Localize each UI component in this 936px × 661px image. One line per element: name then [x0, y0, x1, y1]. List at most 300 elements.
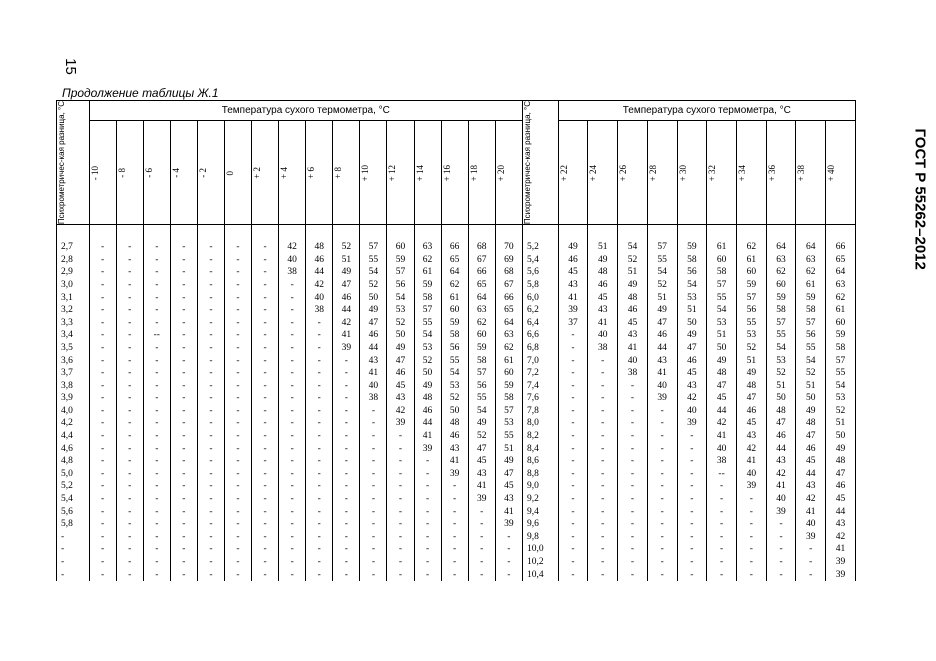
humidity-cell: 60: [468, 329, 495, 342]
humidity-cell: -: [252, 493, 279, 506]
humidity-cell: 39: [387, 417, 414, 430]
humidity-cell: -: [414, 569, 441, 582]
humidity-cell: -: [495, 556, 522, 569]
humidity-cell: 59: [387, 254, 414, 267]
humidity-cell: -: [170, 531, 197, 544]
humidity-cell: -: [224, 468, 251, 481]
humidity-cell: -: [333, 392, 360, 405]
humidity-cell: 46: [736, 405, 766, 418]
humidity-cell: -: [736, 493, 766, 506]
humidity-cell: 38: [588, 342, 618, 355]
humidity-cell: 49: [468, 417, 495, 430]
humidity-cell: -: [170, 355, 197, 368]
humidity-cell: 43: [796, 480, 826, 493]
humidity-cell: 56: [796, 329, 826, 342]
humidity-cell: -: [387, 455, 414, 468]
humidity-cell: -: [333, 506, 360, 519]
humidity-cell: -: [387, 506, 414, 519]
temperature-column-header: - 10: [89, 121, 116, 225]
humidity-cell: -: [89, 543, 116, 556]
humidity-cell: -: [360, 543, 387, 556]
humidity-cell: -: [588, 392, 618, 405]
humidity-cell: 46: [306, 254, 333, 267]
humidity-cell: -: [224, 455, 251, 468]
humidity-cell: 42: [707, 417, 737, 430]
humidity-cell: -: [306, 480, 333, 493]
humidity-cell: 63: [495, 329, 522, 342]
humidity-cell: -: [495, 569, 522, 582]
humidity-cell: 62: [495, 342, 522, 355]
table-row: [57, 455, 856, 468]
humidity-cell: 65: [468, 279, 495, 292]
humidity-cell: 47: [826, 468, 856, 481]
humidity-cell: 48: [736, 380, 766, 393]
temperature-column-header: + 26: [618, 121, 648, 225]
humidity-cell: -: [143, 317, 170, 330]
humidity-cell: 60: [766, 279, 796, 292]
humidity-cell: 45: [707, 392, 737, 405]
humidity-cell: -: [252, 468, 279, 481]
humidity-cell: 51: [618, 266, 648, 279]
humidity-cell: -: [197, 518, 224, 531]
humidity-cell: -: [306, 455, 333, 468]
humidity-cell: -: [89, 329, 116, 342]
humidity-cell: 48: [826, 455, 856, 468]
humidity-cell: -: [306, 317, 333, 330]
humidity-cell: 54: [618, 241, 648, 254]
humidity-cell: -: [796, 543, 826, 556]
row-label-cell: 3,0: [57, 279, 90, 292]
humidity-cell: 43: [558, 279, 588, 292]
humidity-cell: 39: [736, 480, 766, 493]
humidity-cell: -: [495, 543, 522, 556]
humidity-cell: -: [647, 405, 677, 418]
humidity-cell: 40: [306, 292, 333, 305]
humidity-cell: 42: [306, 279, 333, 292]
document-designation: ГОСТ Р 55262–2012: [911, 128, 929, 270]
humidity-cell: -: [224, 392, 251, 405]
humidity-cell: 48: [707, 367, 737, 380]
humidity-cell: -: [707, 556, 737, 569]
humidity-cell: -: [224, 279, 251, 292]
humidity-cell: 57: [826, 355, 856, 368]
humidity-cell: -: [441, 480, 468, 493]
row-label-cell: 3,9: [57, 392, 90, 405]
humidity-cell: 37: [558, 317, 588, 330]
humidity-cell: 50: [677, 317, 707, 330]
humidity-cell: -: [360, 493, 387, 506]
humidity-cell: -: [441, 518, 468, 531]
humidity-cell: 53: [677, 292, 707, 305]
row-label-cell: 3,1: [57, 292, 90, 305]
humidity-cell: -: [197, 317, 224, 330]
humidity-cell: -: [170, 329, 197, 342]
humidity-cell: -: [252, 531, 279, 544]
humidity-cell: 49: [677, 329, 707, 342]
temperature-column-header: + 6: [306, 121, 333, 225]
row-label-cell: 8,8: [523, 468, 559, 481]
humidity-cell: 40: [618, 355, 648, 368]
humidity-cell: -: [143, 569, 170, 582]
humidity-cell: 48: [796, 417, 826, 430]
humidity-cell: -: [143, 380, 170, 393]
humidity-cell: -: [468, 506, 495, 519]
humidity-cell: 49: [736, 367, 766, 380]
humidity-cell: -: [197, 455, 224, 468]
humidity-cell: -: [197, 569, 224, 582]
humidity-cell: -: [647, 455, 677, 468]
humidity-cell: 49: [647, 304, 677, 317]
humidity-cell: -: [495, 531, 522, 544]
humidity-cell: -: [558, 367, 588, 380]
humidity-cell: -: [116, 392, 143, 405]
humidity-cell: 62: [796, 266, 826, 279]
row-label-cell: 5,4: [57, 493, 90, 506]
humidity-cell: -: [558, 569, 588, 582]
humidity-cell: -: [677, 493, 707, 506]
row-label-cell: 3,2: [57, 304, 90, 317]
row-label-cell: 2,9: [57, 266, 90, 279]
humidity-cell: 55: [468, 392, 495, 405]
humidity-cell: -: [170, 468, 197, 481]
humidity-cell: -: [89, 493, 116, 506]
humidity-cell: -: [170, 455, 197, 468]
humidity-cell: 59: [441, 317, 468, 330]
humidity-cell: -: [197, 367, 224, 380]
humidity-cell: -: [441, 543, 468, 556]
humidity-cell: 54: [647, 266, 677, 279]
humidity-cell: -: [736, 569, 766, 582]
humidity-cell: -: [441, 569, 468, 582]
humidity-cell: 65: [441, 254, 468, 267]
humidity-cell: 54: [441, 367, 468, 380]
table-row: [57, 430, 856, 443]
humidity-cell: 62: [736, 241, 766, 254]
humidity-cell: -: [306, 355, 333, 368]
humidity-cell: -: [279, 279, 306, 292]
humidity-cell: 38: [279, 266, 306, 279]
humidity-cell: -: [707, 506, 737, 519]
row-label-cell: 3,3: [57, 317, 90, 330]
humidity-cell: -: [252, 392, 279, 405]
humidity-cell: -: [143, 241, 170, 254]
humidity-cell: -: [224, 405, 251, 418]
humidity-cell: 41: [441, 455, 468, 468]
humidity-cell: 51: [677, 304, 707, 317]
row-label-cell: 5,0: [57, 468, 90, 481]
humidity-cell: -: [387, 443, 414, 456]
humidity-cell: -: [143, 468, 170, 481]
humidity-cell: -: [333, 543, 360, 556]
humidity-cell: -: [143, 355, 170, 368]
humidity-cell: 54: [766, 342, 796, 355]
humidity-cell: -: [618, 531, 648, 544]
humidity-cell: 46: [618, 304, 648, 317]
humidity-cell: -: [89, 355, 116, 368]
humidity-cell: -: [116, 531, 143, 544]
humidity-cell: 45: [677, 367, 707, 380]
humidity-cell: 54: [707, 304, 737, 317]
humidity-cell: 41: [558, 292, 588, 305]
temperature-column-header: + 4: [279, 121, 306, 225]
humidity-cell: 43: [468, 468, 495, 481]
humidity-cell: -: [116, 493, 143, 506]
table-row: [57, 518, 856, 531]
humidity-cell: 51: [333, 254, 360, 267]
humidity-cell: -: [143, 430, 170, 443]
humidity-cell: -: [279, 569, 306, 582]
table-row: [57, 329, 856, 342]
row-label-cell: 7,2: [523, 367, 559, 380]
humidity-cell: 39: [647, 392, 677, 405]
humidity-cell: 39: [677, 417, 707, 430]
humidity-cell: -: [89, 304, 116, 317]
row-label-cell: 3,4: [57, 329, 90, 342]
humidity-cell: 57: [387, 266, 414, 279]
humidity-cell: -: [224, 480, 251, 493]
humidity-cell: 52: [796, 367, 826, 380]
humidity-cell: 56: [441, 342, 468, 355]
humidity-cell: -: [252, 266, 279, 279]
humidity-cell: -: [279, 392, 306, 405]
humidity-cell: -: [116, 304, 143, 317]
humidity-cell: 58: [414, 292, 441, 305]
humidity-cell: 52: [647, 279, 677, 292]
humidity-cell: -: [387, 430, 414, 443]
humidity-cell: -: [707, 543, 737, 556]
humidity-cell: 67: [468, 254, 495, 267]
humidity-cell: -: [252, 569, 279, 582]
humidity-cell: -: [766, 543, 796, 556]
humidity-cell: 41: [826, 543, 856, 556]
humidity-cell: 39: [468, 493, 495, 506]
humidity-cell: -: [333, 367, 360, 380]
humidity-cell: 41: [588, 317, 618, 330]
humidity-cell: -: [387, 468, 414, 481]
humidity-cell: -: [252, 304, 279, 317]
temperature-column-header: + 8: [333, 121, 360, 225]
humidity-cell: -: [143, 266, 170, 279]
humidity-cell: -: [89, 266, 116, 279]
humidity-cell: 44: [796, 468, 826, 481]
psychrometric-table: [56, 100, 856, 580]
humidity-cell: -: [170, 506, 197, 519]
humidity-cell: 68: [468, 241, 495, 254]
humidity-cell: 52: [414, 355, 441, 368]
row-label-cell: 4,0: [57, 405, 90, 418]
humidity-cell: -: [143, 342, 170, 355]
row-label-cell: 3,8: [57, 380, 90, 393]
humidity-cell: -: [224, 266, 251, 279]
humidity-cell: -: [116, 543, 143, 556]
humidity-cell: 47: [707, 380, 737, 393]
humidity-cell: -: [116, 417, 143, 430]
humidity-cell: -: [197, 556, 224, 569]
humidity-cell: -: [306, 531, 333, 544]
humidity-cell: 45: [736, 417, 766, 430]
humidity-cell: -: [647, 468, 677, 481]
humidity-cell: -: [89, 518, 116, 531]
humidity-cell: -: [252, 254, 279, 267]
humidity-cell: 45: [618, 317, 648, 330]
humidity-cell: -: [414, 455, 441, 468]
humidity-cell: -: [89, 317, 116, 330]
humidity-cell: 49: [796, 405, 826, 418]
humidity-cell: -: [116, 254, 143, 267]
humidity-cell: 40: [279, 254, 306, 267]
humidity-cell: -: [558, 342, 588, 355]
row-label-cell: 5,6: [523, 266, 559, 279]
humidity-cell: -: [170, 569, 197, 582]
humidity-cell: 42: [279, 241, 306, 254]
temperature-column-header: + 20: [495, 121, 522, 225]
humidity-cell: 55: [495, 430, 522, 443]
humidity-cell: -: [252, 405, 279, 418]
row-label-cell: 2,8: [57, 254, 90, 267]
humidity-cell: 59: [766, 292, 796, 305]
humidity-cell: 61: [441, 292, 468, 305]
humidity-cell: 56: [736, 304, 766, 317]
row-label-cell: -: [57, 531, 90, 544]
humidity-cell: -: [170, 342, 197, 355]
humidity-cell: -: [306, 569, 333, 582]
humidity-cell: 55: [766, 329, 796, 342]
humidity-cell: -: [116, 367, 143, 380]
humidity-cell: 46: [333, 292, 360, 305]
row-label-cell: 6,2: [523, 304, 559, 317]
humidity-cell: 51: [796, 380, 826, 393]
humidity-cell: -: [224, 556, 251, 569]
humidity-cell: -: [766, 531, 796, 544]
humidity-cell: 43: [387, 392, 414, 405]
row-label-cell: 6,8: [523, 342, 559, 355]
humidity-cell: 48: [306, 241, 333, 254]
row-label-cell: 9,0: [523, 480, 559, 493]
humidity-cell: -: [333, 493, 360, 506]
humidity-cell: 42: [766, 468, 796, 481]
temperature-column-header: + 40: [826, 121, 856, 225]
temperature-column-header: + 32: [707, 121, 737, 225]
humidity-cell: -: [441, 493, 468, 506]
humidity-cell: -: [170, 304, 197, 317]
humidity-cell: -: [89, 292, 116, 305]
humidity-cell: -: [89, 367, 116, 380]
humidity-cell: -: [116, 556, 143, 569]
humidity-cell: -: [170, 292, 197, 305]
humidity-cell: 62: [766, 266, 796, 279]
humidity-cell: -: [558, 430, 588, 443]
humidity-cell: 63: [766, 254, 796, 267]
humidity-cell: 50: [441, 405, 468, 418]
humidity-cell: -: [89, 430, 116, 443]
table-row: [57, 342, 856, 355]
humidity-cell: -: [89, 417, 116, 430]
humidity-cell: 62: [826, 292, 856, 305]
humidity-cell: -: [414, 543, 441, 556]
humidity-cell: 58: [495, 392, 522, 405]
humidity-cell: -: [224, 569, 251, 582]
humidity-cell: -: [89, 506, 116, 519]
humidity-cell: 41: [495, 506, 522, 519]
humidity-cell: -: [89, 480, 116, 493]
humidity-cell: -: [387, 531, 414, 544]
humidity-cell: -: [197, 443, 224, 456]
humidity-cell: -: [588, 543, 618, 556]
humidity-cell: 44: [766, 443, 796, 456]
humidity-cell: 59: [468, 342, 495, 355]
temperature-column-header: + 30: [677, 121, 707, 225]
temperature-column-header: + 38: [796, 121, 826, 225]
humidity-cell: -: [224, 329, 251, 342]
humidity-cell: -: [116, 506, 143, 519]
humidity-cell: 43: [441, 443, 468, 456]
humidity-cell: -: [197, 292, 224, 305]
humidity-cell: 49: [558, 241, 588, 254]
humidity-cell: -: [441, 506, 468, 519]
humidity-cell: 39: [414, 443, 441, 456]
humidity-cell: 55: [736, 317, 766, 330]
humidity-cell: 49: [387, 342, 414, 355]
humidity-cell: 57: [796, 317, 826, 330]
humidity-cell: -: [306, 342, 333, 355]
humidity-cell: 49: [360, 304, 387, 317]
humidity-cell: 45: [826, 493, 856, 506]
humidity-cell: -: [677, 543, 707, 556]
humidity-cell: -: [224, 543, 251, 556]
humidity-cell: -: [170, 392, 197, 405]
humidity-cell: -: [170, 417, 197, 430]
humidity-cell: -: [197, 355, 224, 368]
humidity-cell: -: [116, 317, 143, 330]
humidity-cell: -: [279, 430, 306, 443]
humidity-cell: -: [306, 417, 333, 430]
humidity-cell: -: [707, 531, 737, 544]
humidity-cell: 49: [495, 455, 522, 468]
humidity-cell: 57: [414, 304, 441, 317]
humidity-cell: -: [387, 518, 414, 531]
humidity-cell: -: [116, 480, 143, 493]
humidity-cell: 46: [588, 279, 618, 292]
table-row: [57, 468, 856, 481]
humidity-cell: -: [618, 430, 648, 443]
humidity-cell: 50: [707, 342, 737, 355]
humidity-cell: 64: [468, 292, 495, 305]
humidity-cell: 55: [414, 317, 441, 330]
humidity-cell: -: [618, 493, 648, 506]
humidity-cell: -: [279, 405, 306, 418]
humidity-cell: 60: [707, 254, 737, 267]
humidity-cell: 61: [736, 254, 766, 267]
humidity-cell: --: [707, 468, 737, 481]
humidity-cell: 39: [333, 342, 360, 355]
humidity-cell: 52: [618, 254, 648, 267]
row-label-cell: 8,0: [523, 417, 559, 430]
humidity-cell: -: [618, 480, 648, 493]
humidity-cell: 41: [360, 367, 387, 380]
humidity-cell: 45: [387, 380, 414, 393]
humidity-cell: -: [588, 367, 618, 380]
humidity-cell: -: [796, 556, 826, 569]
humidity-cell: 46: [414, 405, 441, 418]
humidity-cell: -: [224, 443, 251, 456]
humidity-cell: -: [360, 506, 387, 519]
humidity-cell: 55: [647, 254, 677, 267]
humidity-cell: 52: [333, 241, 360, 254]
humidity-cell: -: [252, 329, 279, 342]
humidity-cell: -: [736, 556, 766, 569]
humidity-cell: -: [279, 468, 306, 481]
humidity-cell: 58: [707, 266, 737, 279]
